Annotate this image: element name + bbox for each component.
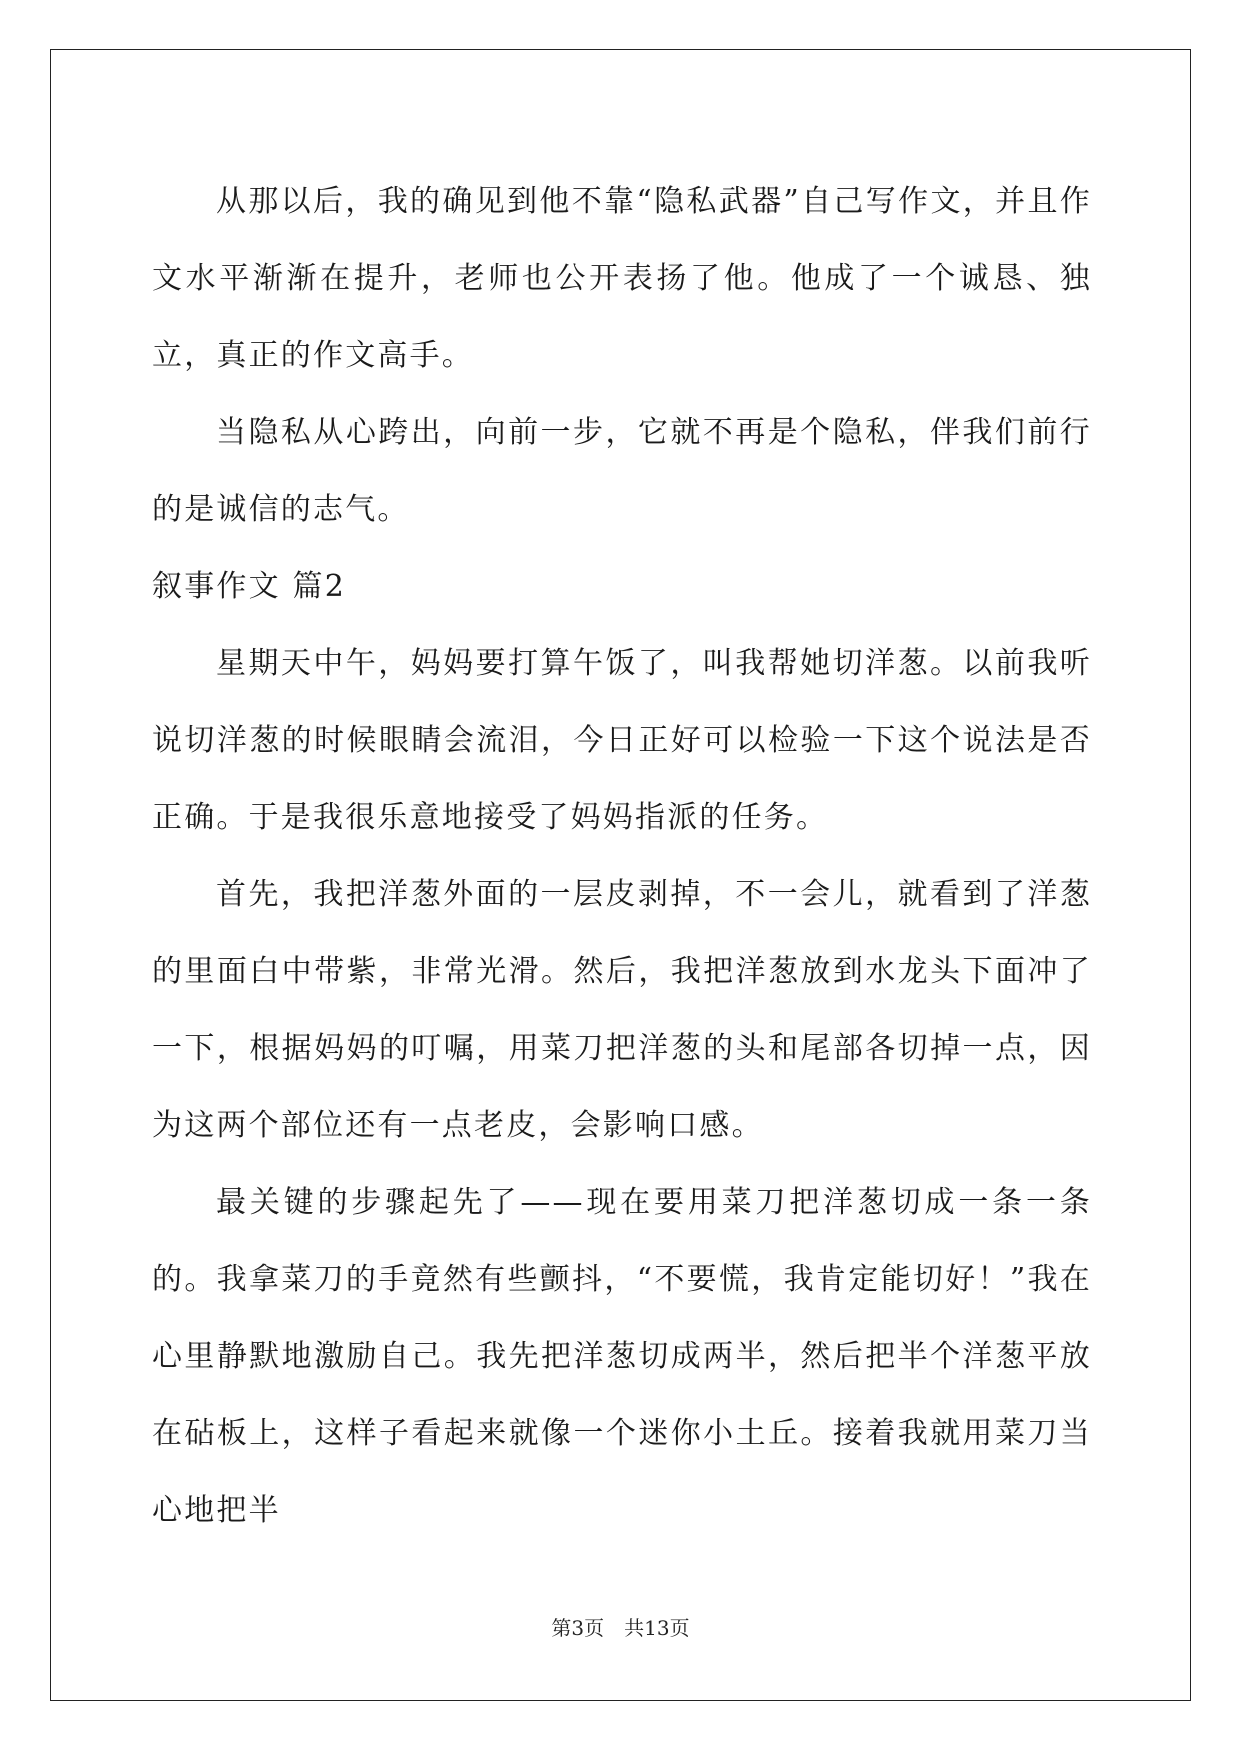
paragraph: 星期天中午，妈妈要打算午饭了，叫我帮她切洋葱。以前我听说切洋葱的时候眼睛会流泪，今日正好可以检验一下这个说法是否正确。于是我很乐意地接受了妈妈指派的任务。 <box>152 646 1092 835</box>
paragraph: 最关键的步骤起先了——现在要用菜刀把洋葱切成一条一条的。我拿菜刀的手竟然有些颤抖，“不要慌，我肯定能切好！”我在心里静默地激励自己。我先把洋葱切成两半，然后把半个洋葱平放在砧板上，这样子看起来就像一个迷你小土丘。接着我就用菜刀当心地把半 <box>152 1185 1092 1528</box>
paragraph: 从那以后，我的确见到他不靠“隐私武器”自己写作文，并且作文水平渐渐在提升，老师也公开表扬了他。他成了一个诚恳、独立，真正的作文高手。 <box>152 184 1092 373</box>
page-number-indicator: 第3页 共13页 <box>551 1616 690 1640</box>
paragraph: 首先，我把洋葱外面的一层皮剥掉，不一会儿，就看到了洋葱的里面白中带紫，非常光滑。然后，我把洋葱放到水龙头下面冲了一下，根据妈妈的叮嘱，用菜刀把洋葱的头和尾部各切掉一点，因为这两个部位还有一点老皮，会影响口感。 <box>152 877 1092 1143</box>
document-body <box>152 163 1092 1549</box>
section-heading: 叙事作文 篇2 <box>152 569 347 604</box>
paragraph: 当隐私从心跨出，向前一步，它就不再是个隐私，伴我们前行的是诚信的志气。 <box>152 415 1092 527</box>
